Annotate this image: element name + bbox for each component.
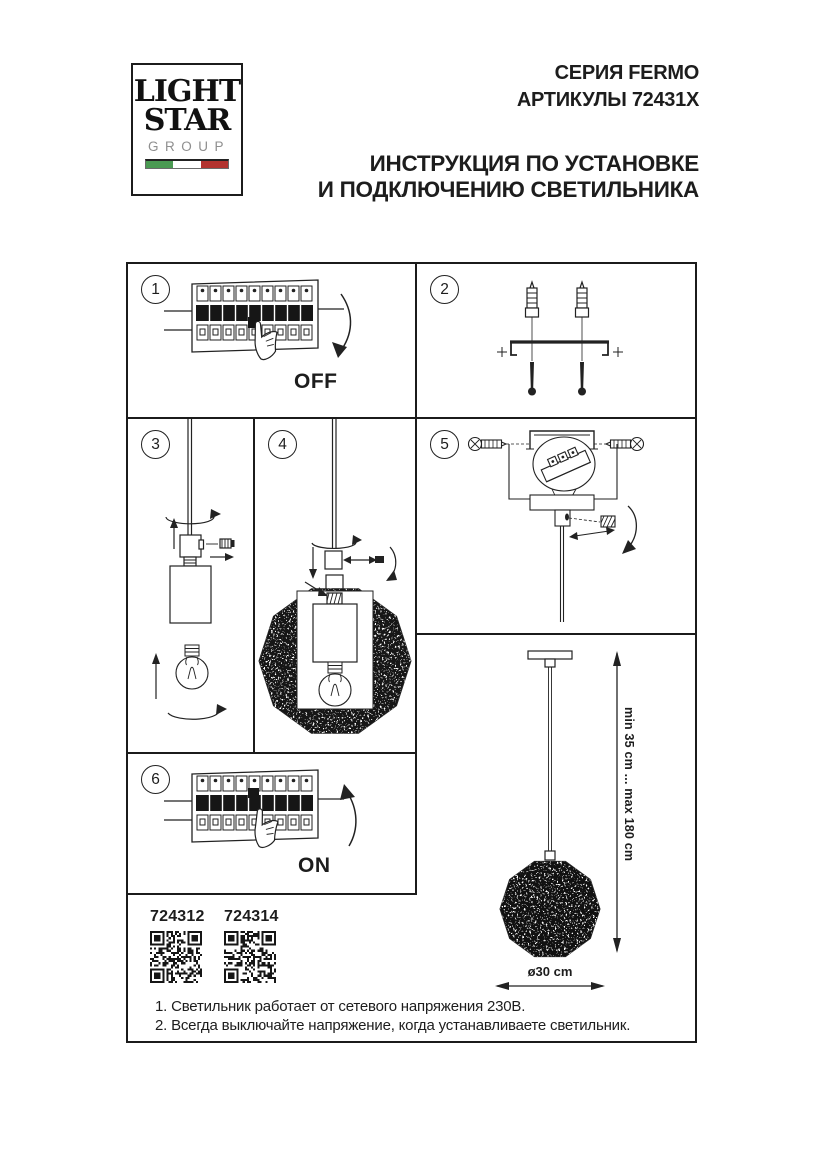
final-view-panel — [417, 635, 695, 1000]
socket-bulb-diagram — [128, 419, 253, 752]
logo-word-star: STAR — [143, 103, 231, 138]
breaker-on-diagram — [128, 754, 415, 893]
italian-flag-bar — [145, 159, 229, 169]
flag-white — [173, 161, 200, 168]
shade-assembly-diagram — [255, 419, 415, 752]
pendant-dimensions-diagram — [417, 635, 695, 1000]
logo-word-light: LIGHT — [133, 74, 241, 109]
step-4-panel — [255, 419, 415, 752]
diagram-frame — [126, 262, 697, 1043]
note-line-2: 2. Всегда выключайте напряжение, когда устанавливаете светильник. — [155, 1017, 631, 1034]
step-5-panel — [417, 419, 695, 633]
flag-green — [146, 161, 173, 168]
breaker-off-diagram — [128, 264, 415, 417]
divider-panel6-bottom — [128, 893, 415, 895]
document-header — [318, 60, 699, 203]
off-label: OFF — [294, 370, 338, 393]
article-number: 724314 — [224, 908, 279, 925]
lightstar-logo — [131, 63, 243, 196]
height-dimension-line — [613, 651, 621, 953]
instruction-title-line1: ИНСТРУКЦИЯ ПО УСТАНОВКЕ — [369, 151, 699, 176]
step-5-badge: 5 — [430, 430, 459, 459]
articles-title: АРТИКУЛЫ 72431X — [516, 89, 699, 111]
note-line-1: 1. Светильник работает от сетевого напряжения 230В. — [155, 998, 526, 1015]
product-qr-block — [150, 908, 282, 983]
product-724312 — [150, 908, 208, 983]
step-2-panel — [417, 264, 695, 417]
step-2-badge: 2 — [430, 275, 459, 304]
qr-code-icon — [224, 931, 276, 983]
step-1-badge: 1 — [141, 275, 170, 304]
step-6-badge: 6 — [141, 765, 170, 794]
height-range-label: min 35 cm ... max 180 cm — [622, 707, 636, 862]
on-label: ON — [298, 854, 331, 877]
step-3-panel — [128, 419, 253, 752]
step-1-panel — [128, 264, 415, 417]
safety-notes — [155, 997, 690, 1035]
step-3-badge: 3 — [141, 430, 170, 459]
bracket-mounting-diagram — [417, 419, 695, 633]
step-4-badge: 4 — [268, 430, 297, 459]
product-724314 — [224, 908, 282, 983]
logo-word-group: GROUP — [147, 139, 230, 154]
flag-red — [201, 161, 228, 168]
qr-code-icon — [150, 931, 202, 983]
article-number: 724312 — [150, 908, 205, 925]
raised-switch — [248, 788, 259, 798]
diameter-dimension-line — [495, 982, 605, 990]
series-title: СЕРИЯ FERMO — [554, 62, 699, 84]
instruction-title-line2: И ПОДКЛЮЧЕНИЮ СВЕТИЛЬНИКА — [317, 177, 699, 202]
step-6-panel — [128, 754, 415, 893]
diameter-label: ø30 cm — [527, 964, 573, 979]
arrow-up-icon — [340, 784, 356, 846]
arrow-down-icon — [332, 294, 351, 358]
